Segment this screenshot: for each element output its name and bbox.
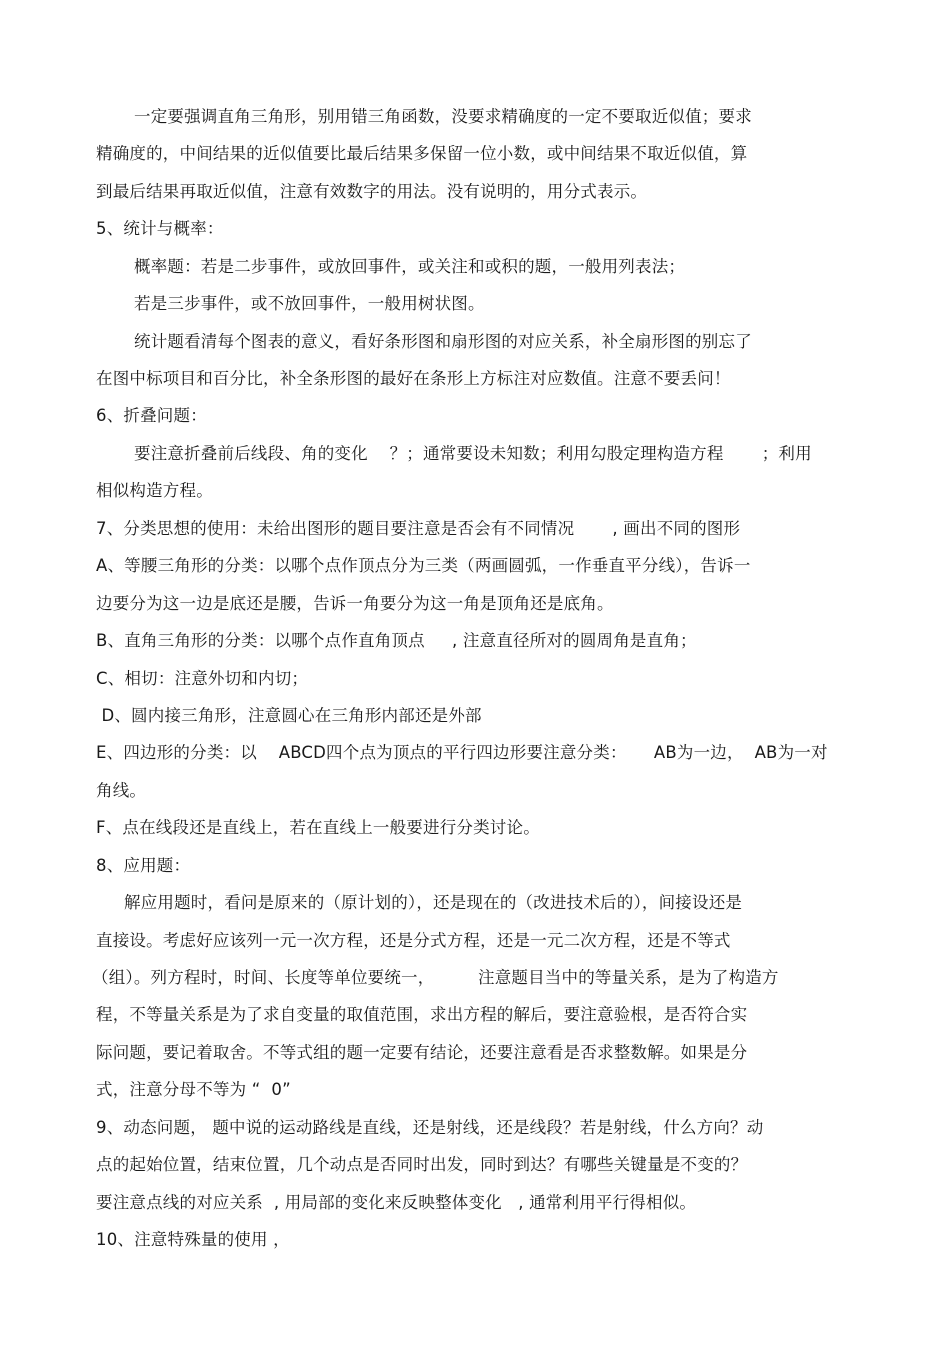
section-heading: 6、折叠问题：: [96, 406, 207, 425]
text-line: 直接设。考虑好应该列一元一次方程，还是分式方程，还是一元二次方程，还是不等式: [96, 931, 731, 950]
section-heading: 8、应用题：: [96, 856, 191, 875]
text-line: 到最后结果再取近似值，注意有效数字的用法。没有说明的，用分式表示。: [96, 182, 648, 201]
text-line: 概率题：若是二步事件，或放回事件，或关注和或积的题，一般用列表法；: [134, 257, 686, 276]
text-line: 点的起始位置，结束位置，几个动点是否同时出发，同时到达？有哪些关键量是不变的？: [96, 1155, 748, 1174]
section-heading: 10、注意特殊量的使用 ，: [96, 1230, 290, 1249]
text-line: 际问题，要记着取舍。不等式组的题一定要有结论，还要注意看是否求整数解。如果是分: [96, 1043, 748, 1062]
text-line: 程，不等量关系是为了求自变量的取值范围，求出方程的解后，要注意验根，是否符合实: [96, 1005, 748, 1024]
text-line: 精确度的，中间结果的近似值要比最后结果多保留一位小数，或中间结果不取近似值，算: [96, 144, 748, 163]
text-line: 要注意折叠前后线段、角的变化 ？；通常要设未知数；利用勾股定理构造方程 ；利用: [134, 444, 812, 463]
section-heading: 5、统计与概率：: [96, 219, 224, 238]
text-line: F、点在线段还是直线上，若在直线上一般要进行分类讨论。: [96, 818, 540, 837]
text-line: B、直角三角形的分类：以哪个点作直角顶点 , 注意直径所对的圆周角是直角；: [96, 631, 697, 650]
text-line: D、圆内接三角形，注意圆心在三角形内部还是外部: [96, 706, 482, 725]
text-line: 解应用题时，看问是原来的（原计划的），还是现在的（改进技术后的），间接设还是: [124, 893, 743, 912]
section-heading: 9、动态问题， 题中说的运动路线是直线，还是射线，还是线段？若是射线，什么方向？动: [96, 1118, 764, 1137]
text-line: 相似构造方程。: [96, 481, 213, 500]
text-line: A、等腰三角形的分类：以哪个点作顶点分为三类（两画圆弧，一作垂直平分线），告诉一: [96, 556, 751, 575]
text-line: E、四边形的分类：以 ABCD四个点为顶点的平行四边形要注意分类： AB为一边， AB为一对: [96, 743, 828, 762]
text-line: 一定要强调直角三角形，别用错三角函数，没要求精确度的一定不要取近似值；要求: [134, 107, 752, 126]
text-line: 统计题看清每个图表的意义，看好条形图和扇形图的对应关系，补全扇形图的别忘了: [134, 332, 752, 351]
text-line: 若是三步事件，或不放回事件，一般用树状图。: [134, 294, 485, 313]
text-line: 边要分为这一边是底还是腰，告诉一角要分为这一角是顶角还是底角。: [96, 594, 614, 613]
text-line: 角线。: [96, 781, 147, 800]
text-line: （组）。列方程时，时间、长度等单位要统一， 注意题目当中的等量关系，是为了构造方: [92, 968, 779, 987]
text-line: 在图中标项目和百分比，补全条形图的最好在条形上方标注对应数值。注意不要丢问！: [96, 369, 731, 388]
text-line: C、相切：注意外切和内切；: [96, 669, 309, 688]
section-heading: 7、分类思想的使用：未给出图形的题目要注意是否会有不同情况 , 画出不同的图形: [96, 519, 741, 538]
text-line: 式，注意分母不等为 “ 0”: [96, 1080, 291, 1099]
text-line: 要注意点线的对应关系 , 用局部的变化来反映整体变化 , 通常利用平行得相似。: [96, 1193, 697, 1212]
